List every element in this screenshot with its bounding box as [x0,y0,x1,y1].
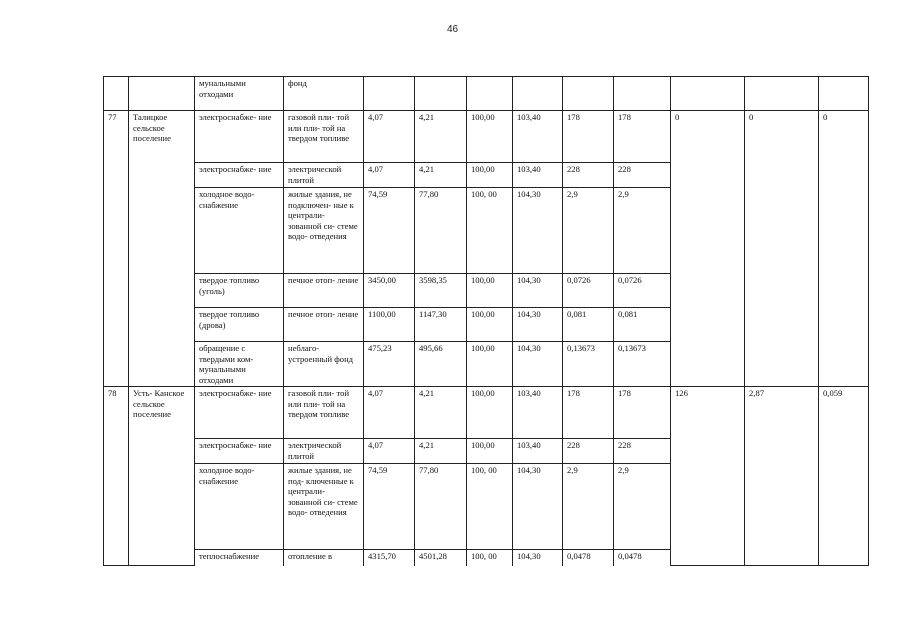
norm-old-cell: 228 [563,439,614,464]
service-cell: мунальными отходами [195,77,284,111]
tariff-new-cell: 4,21 [415,387,467,439]
table-cell [415,77,467,111]
row-number: 78 [104,387,129,566]
norm-new-cell: 2,9 [614,464,671,550]
percent-cell: 100, 00 [467,550,513,566]
table-cell [129,77,195,111]
growth-cell: 104,30 [513,550,563,566]
table-cell [364,77,415,111]
table-body [104,77,869,566]
consumer-cell: неблаго- устроенный фонд [284,342,364,387]
tariff-new-cell: 1147,30 [415,308,467,342]
value-cell: 0 [745,111,819,387]
value-cell: 126 [671,387,745,566]
tariff-new-cell: 4501,28 [415,550,467,566]
growth-cell: 104,30 [513,464,563,550]
norm-old-cell: 178 [563,387,614,439]
table-row [104,111,869,163]
service-cell: твердое топливо (уголь) [195,274,284,308]
service-cell: обращение с твердыми ком- мунальными отходами [195,342,284,387]
consumer-cell: жилые здания, не подключен- ные к централи- зованной си- стеме водо- отведения [284,188,364,274]
percent-cell: 100, 00 [467,188,513,274]
consumer-cell: электрической плитой [284,439,364,464]
tariff-old-cell: 4315,70 [364,550,415,566]
growth-cell: 103,40 [513,387,563,439]
tariff-new-cell: 4,21 [415,163,467,188]
norm-new-cell: 228 [614,163,671,188]
service-cell: холодное водо- снабжение [195,188,284,274]
norm-old-cell: 178 [563,111,614,163]
norm-new-cell: 0,081 [614,308,671,342]
percent-cell: 100,00 [467,308,513,342]
percent-cell: 100, 00 [467,464,513,550]
growth-cell: 103,40 [513,439,563,464]
tariff-old-cell: 4,07 [364,439,415,464]
consumer-cell: фонд [284,77,364,111]
value-cell: 0 [819,111,869,387]
norm-old-cell: 0,13673 [563,342,614,387]
growth-cell: 104,30 [513,308,563,342]
norm-new-cell: 0,13673 [614,342,671,387]
tariff-new-cell: 3598,35 [415,274,467,308]
norm-old-cell: 0,0478 [563,550,614,566]
tariff-new-cell: 4,21 [415,111,467,163]
norm-old-cell: 2,9 [563,464,614,550]
norm-new-cell: 2,9 [614,188,671,274]
norm-new-cell: 178 [614,387,671,439]
service-cell: твердое топливо (дрова) [195,308,284,342]
tariff-old-cell: 74,59 [364,464,415,550]
consumer-cell: жилые здания, не под- ключенные к централи- зованной си- стеме водо- отведения [284,464,364,550]
page-number: 46 [446,24,459,35]
norm-old-cell: 2,9 [563,188,614,274]
norm-new-cell: 228 [614,439,671,464]
consumer-cell: газовой пли- той или пли- той на твердом топливе [284,387,364,439]
tariff-new-cell: 4,21 [415,439,467,464]
tariff-old-cell: 3450,00 [364,274,415,308]
consumer-cell: газовой пли- той или пли- той на твердом топливе [284,111,364,163]
tariff-old-cell: 1100,00 [364,308,415,342]
tariff-old-cell: 4,07 [364,387,415,439]
table-cell [671,77,745,111]
table-cell [819,77,869,111]
table-cell [614,77,671,111]
table-cell [104,77,129,111]
table-cell [563,77,614,111]
growth-cell: 103,40 [513,111,563,163]
norm-old-cell: 0,081 [563,308,614,342]
settlement-name: Усть- Канское сельское поселение [129,387,195,566]
growth-cell: 104,30 [513,274,563,308]
norm-new-cell: 178 [614,111,671,163]
growth-cell: 104,30 [513,188,563,274]
consumer-cell: печное отоп- ление [284,308,364,342]
growth-cell: 103,40 [513,163,563,188]
tariff-old-cell: 475,23 [364,342,415,387]
percent-cell: 100,00 [467,163,513,188]
table-row [104,387,869,439]
value-cell: 2,87 [745,387,819,566]
service-cell: теплоснабжение [195,550,284,566]
table-row [104,77,869,111]
tariff-old-cell: 4,07 [364,163,415,188]
growth-cell: 104,30 [513,342,563,387]
consumer-cell: электрической плитой [284,163,364,188]
tariff-table [103,76,869,566]
percent-cell: 100,00 [467,342,513,387]
value-cell: 0,059 [819,387,869,566]
service-cell: электроснабже- ние [195,163,284,188]
tariff-old-cell: 74,59 [364,188,415,274]
norm-old-cell: 228 [563,163,614,188]
consumer-cell: отопление в [284,550,364,566]
tariff-new-cell: 77,80 [415,464,467,550]
table-cell [745,77,819,111]
tariff-old-cell: 4,07 [364,111,415,163]
percent-cell: 100,00 [467,387,513,439]
service-cell: электроснабже- ние [195,439,284,464]
service-cell: холодное водо- снабжение [195,464,284,550]
service-cell: электроснабже- ние [195,387,284,439]
tariff-new-cell: 495,66 [415,342,467,387]
settlement-name: Талицкое сельское поселение [129,111,195,387]
norm-new-cell: 0,0478 [614,550,671,566]
table-cell [513,77,563,111]
table-cell [467,77,513,111]
value-cell: 0 [671,111,745,387]
consumer-cell: печное отоп- ление [284,274,364,308]
percent-cell: 100,00 [467,111,513,163]
percent-cell: 100,00 [467,274,513,308]
percent-cell: 100,00 [467,439,513,464]
norm-old-cell: 0,0726 [563,274,614,308]
row-number: 77 [104,111,129,387]
service-cell: электроснабже- ние [195,111,284,163]
tariff-new-cell: 77,80 [415,188,467,274]
norm-new-cell: 0,0726 [614,274,671,308]
